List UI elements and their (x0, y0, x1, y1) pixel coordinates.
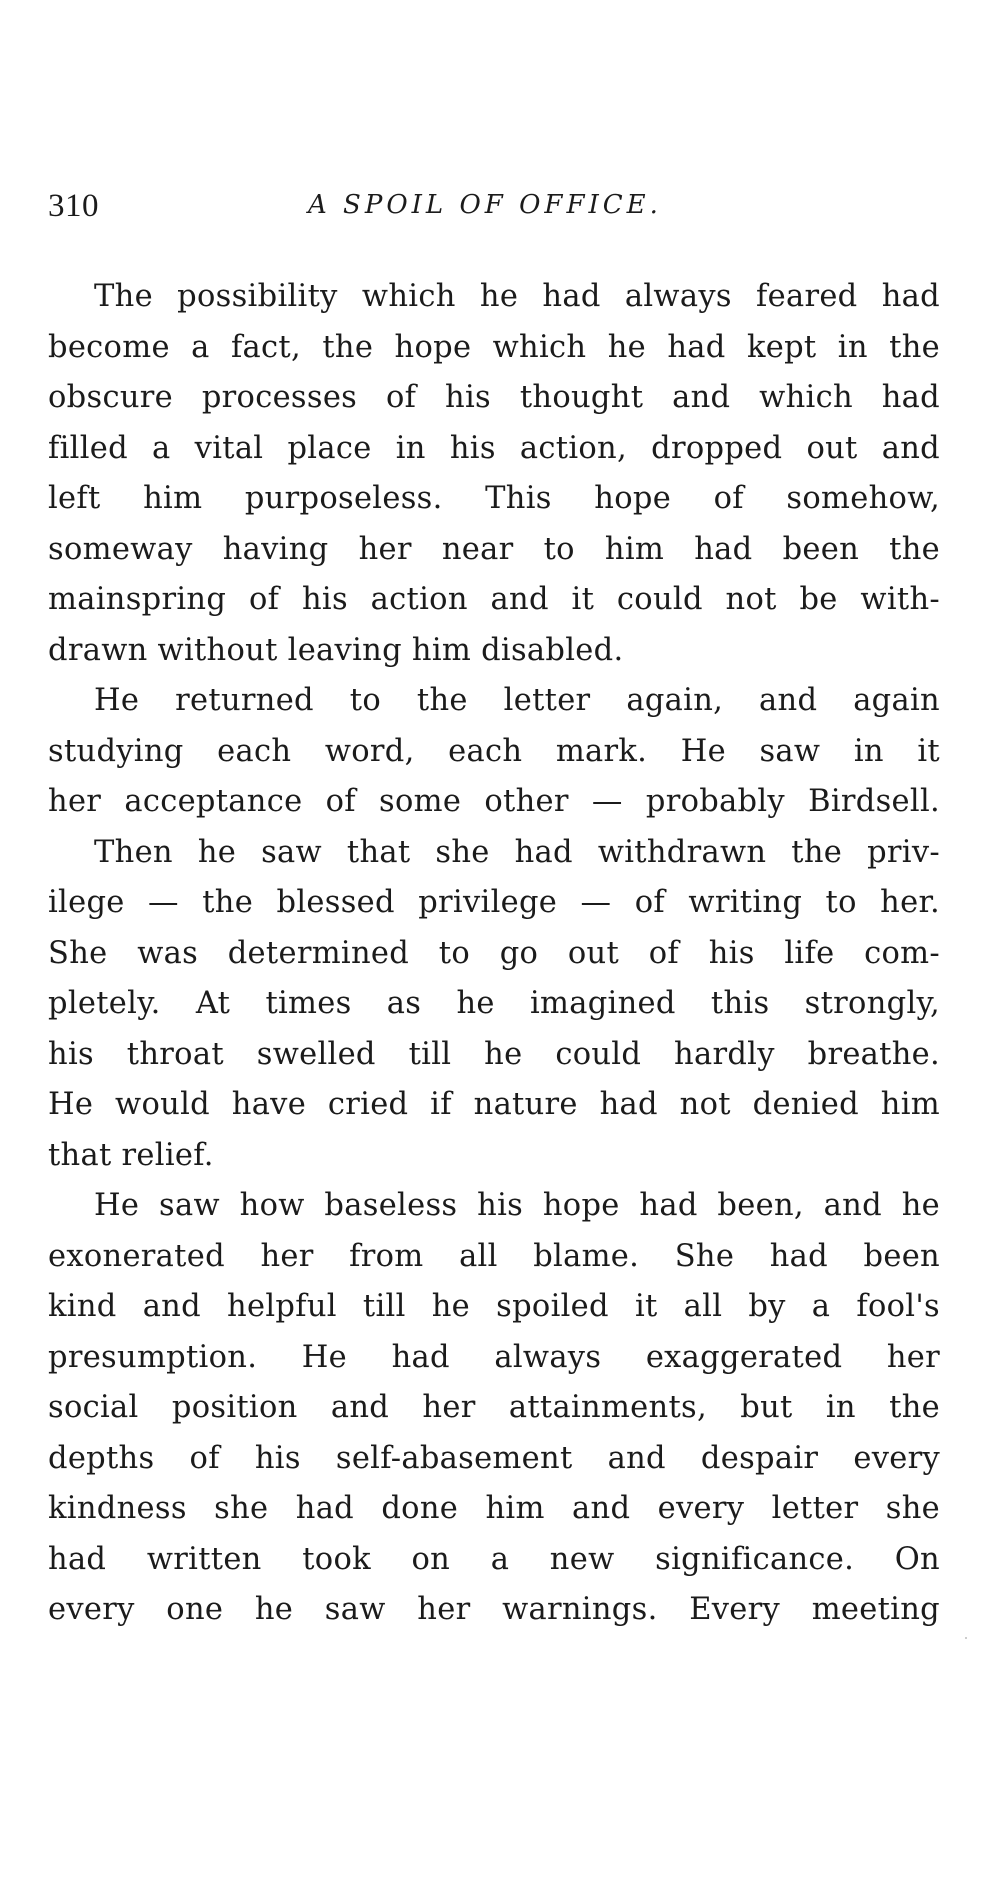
text-line: He would have cried if nature had not denied him (48, 1087, 940, 1122)
running-title: A SPOIL OF OFFICE. (308, 190, 662, 220)
paper-speck (965, 1637, 967, 1639)
text-line: exonerated her from all blame. She had been (48, 1238, 940, 1274)
page-header (48, 188, 940, 238)
text-line: that relief. (48, 1137, 214, 1173)
text-line: Then he saw that she had withdrawn the priv- (94, 834, 940, 870)
text-line: kind and helpful till he spoiled it all by a fool's (48, 1289, 940, 1324)
text-line: ilege — the blessed privilege — of writing to her. (48, 885, 940, 920)
text-line: The possibility which he had always feared had (94, 279, 940, 314)
page-number: 310 (48, 188, 99, 224)
text-line: his throat swelled till he could hardly breathe. (48, 1036, 940, 1072)
text-line: He returned to the letter again, and again (94, 683, 940, 718)
text-line: studying each word, each mark. He saw in it (48, 733, 940, 769)
text-line: depths of his self-abasement and despair every (48, 1440, 940, 1476)
text-line: filled a vital place in his action, dropped out and (48, 430, 940, 466)
text-line: left him purposeless. This hope of somehow, (48, 481, 940, 516)
text-line: social position and her attainments, but in the (48, 1390, 940, 1425)
text-line: pletely. At times as he imagined this strongly, (48, 986, 940, 1021)
text-line: someway having her near to him had been the (48, 531, 940, 567)
text-line: mainspring of his action and it could not be with- (48, 582, 940, 617)
text-line: He saw how baseless his hope had been, and he (94, 1188, 940, 1223)
text-line: every one he saw her warnings. Every meeting (48, 1592, 940, 1627)
text-line: become a fact, the hope which he had kept in the (48, 329, 940, 365)
text-line: kindness she had done him and every letter she (48, 1491, 940, 1526)
text-line: drawn without leaving him disabled. (48, 632, 624, 668)
text-line: obscure processes of his thought and which had (48, 380, 940, 415)
text-line: had written took on a new significance. On (48, 1541, 940, 1577)
text-line: her acceptance of some other — probably Birdsell. (48, 784, 940, 819)
body-text (48, 272, 940, 1636)
text-line: presumption. He had always exaggerated her (48, 1339, 940, 1375)
text-line: She was determined to go out of his life com- (48, 935, 940, 971)
